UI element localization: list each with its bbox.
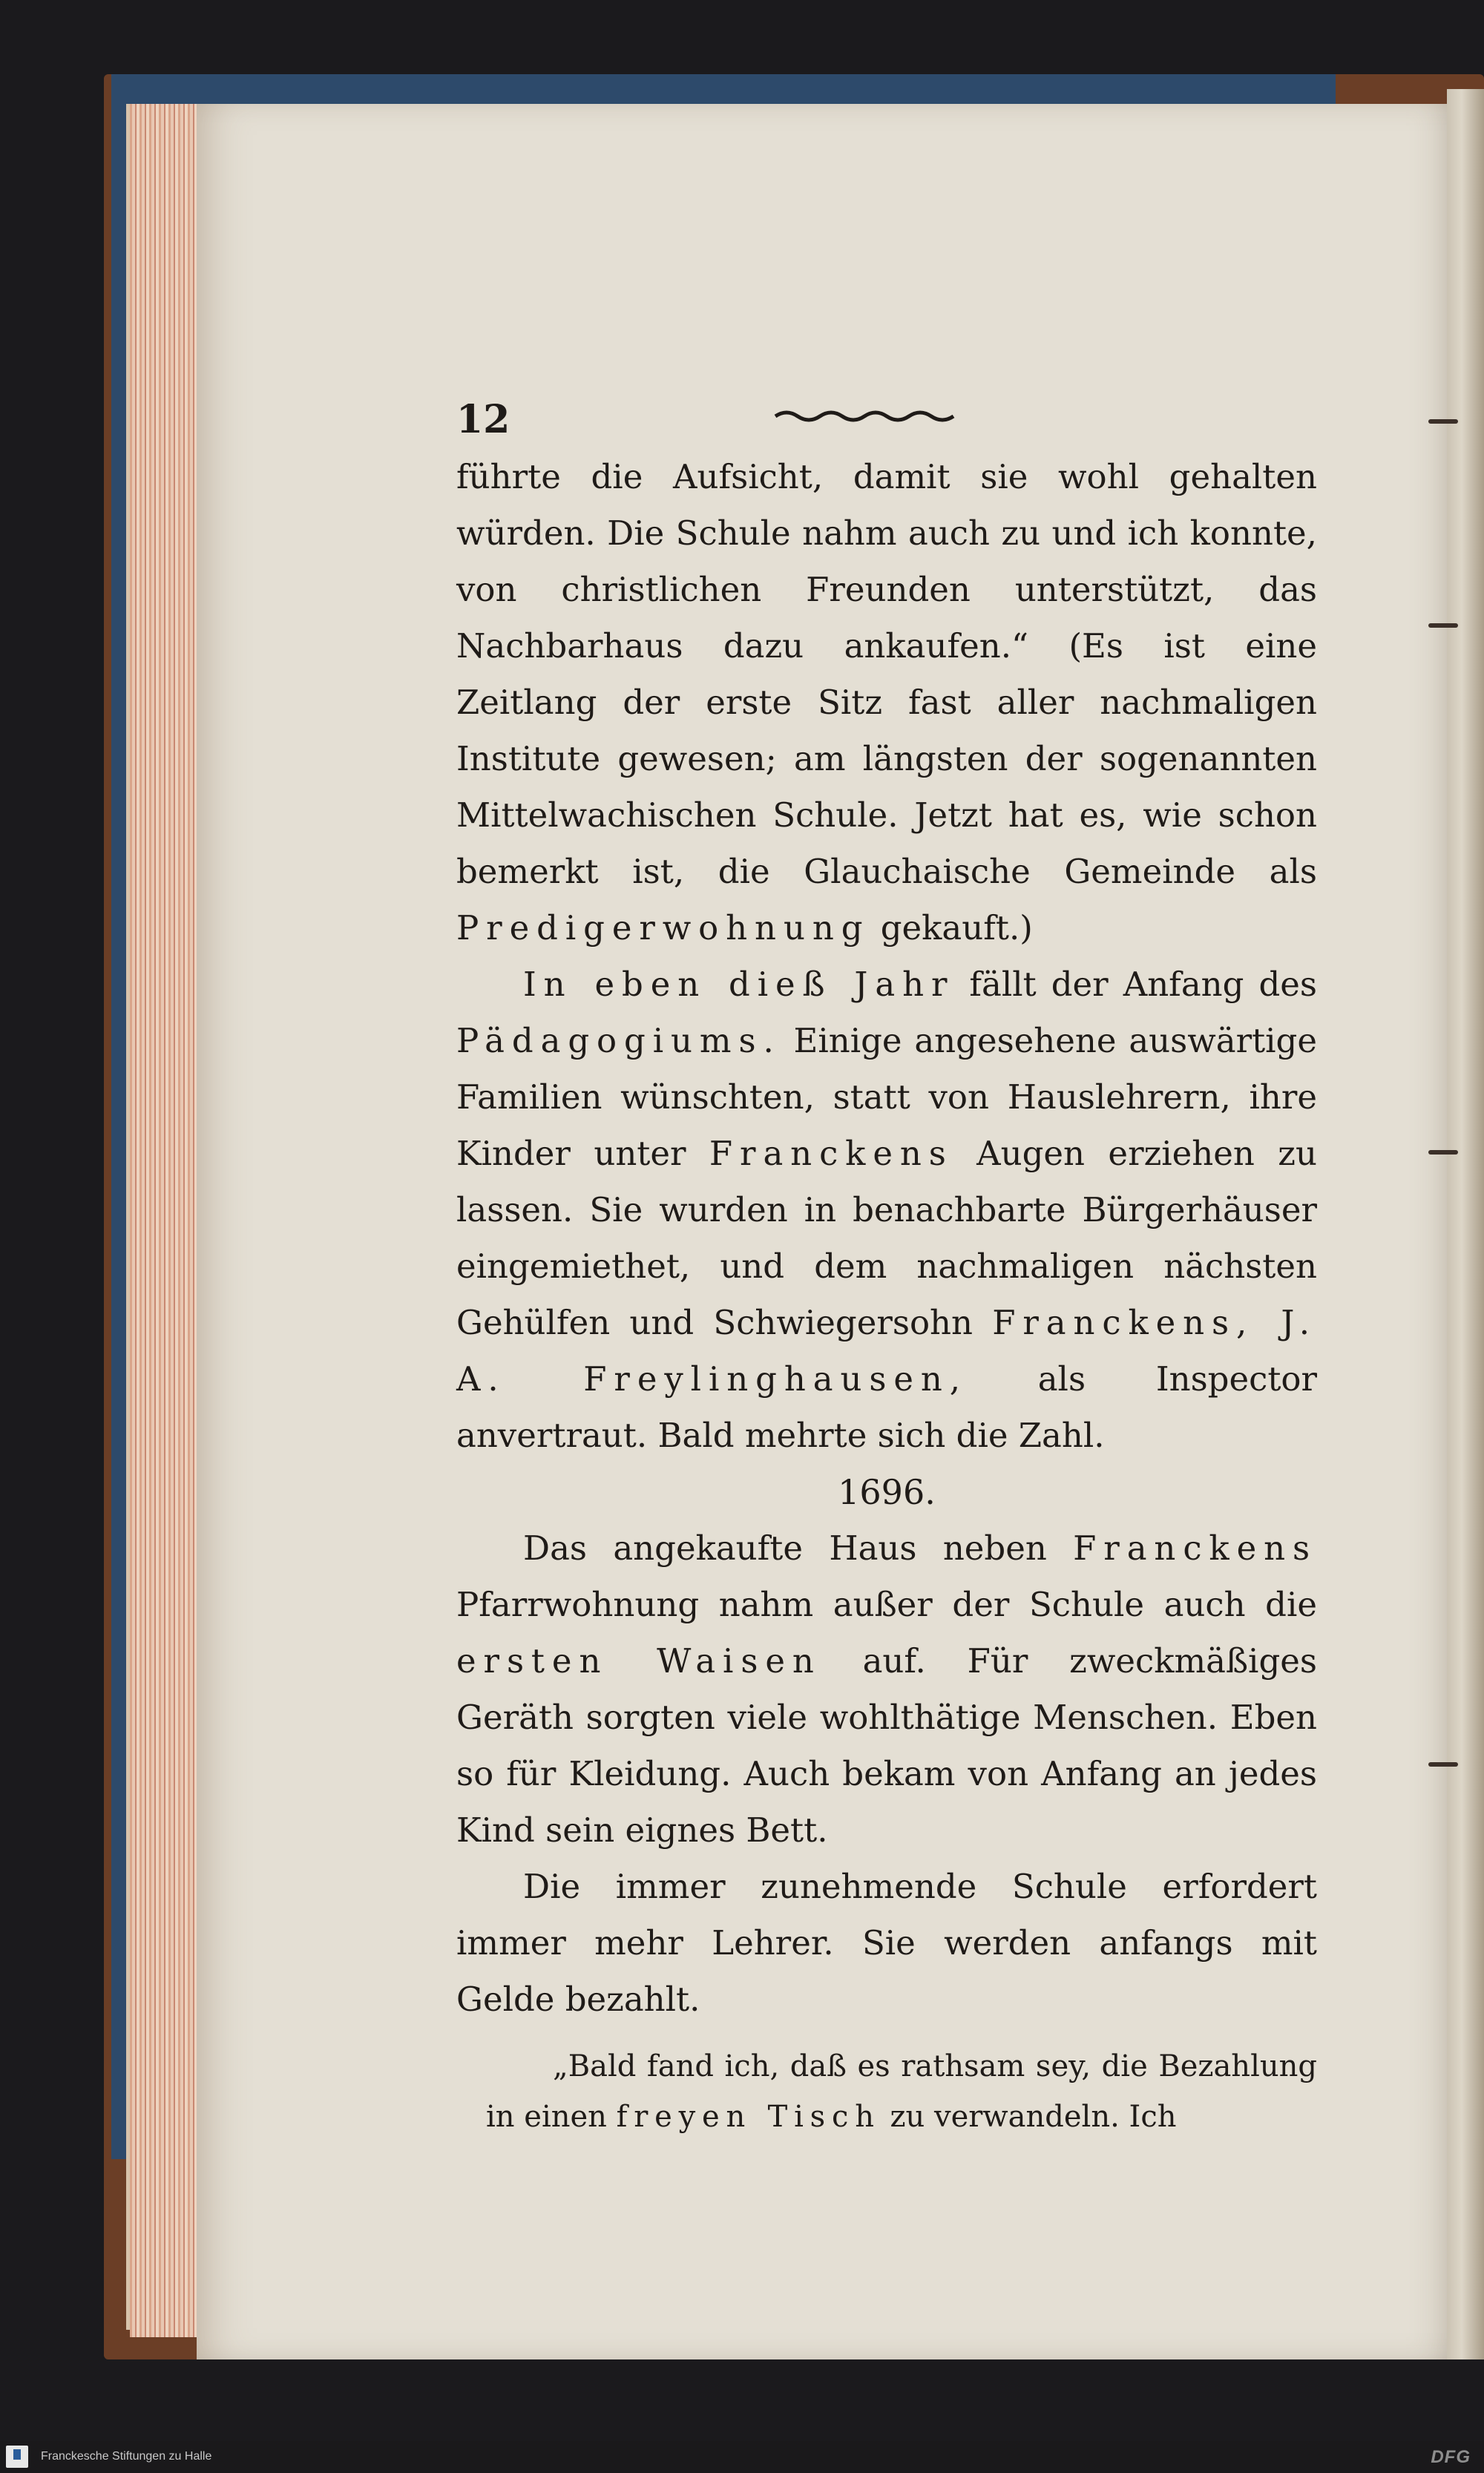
header-ornament (772, 404, 965, 427)
spaced-emphasis: Franckens (709, 1134, 953, 1173)
year-heading: 1696. (838, 1472, 936, 1512)
text-run: gekauft.) (870, 908, 1033, 948)
page-number: 12 (456, 397, 510, 442)
text-run: Augen erziehen zu lassen. Sie wurden in benachbarte Bürgerhäuser eingemiethet, und dem nachmaligen nächsten Gehülfen und Schwiegersohn (456, 1134, 1317, 1342)
page-content (456, 382, 1317, 2142)
spaced-emphasis: freyen Tisch (616, 2100, 881, 2134)
text-run: Die immer zunehmende Schule erfordert immer mehr Lehrer. Sie werden anfangs mit Gelde bezahlt. (456, 1867, 1317, 2019)
spaced-emphasis: ersten Waisen (456, 1641, 821, 1681)
text-run: fällt der Anfang des (954, 965, 1317, 1004)
institution-name: Franckesche Stiftungen zu Halle (41, 2450, 212, 2463)
paragraph (456, 956, 1317, 1464)
spaced-emphasis: Franckens, J. A. Freylinghausen, (456, 1303, 1317, 1399)
body-text (456, 449, 1317, 2028)
text-run: Einige angesehene auswärtige Familien wünschten, statt von Hauslehrern, ihre Kinder unter (456, 1021, 1317, 1173)
spaced-emphasis: Franckens (1073, 1528, 1317, 1568)
text-run: Pfarrwohnung nahm außer der Schule auch die (456, 1585, 1317, 1624)
binding-stitch (1428, 1150, 1458, 1155)
paragraph (456, 1520, 1317, 1859)
book-spine-edge (1447, 89, 1484, 2359)
page-header (456, 382, 1317, 449)
text-run: auf. Für zweckmäßiges Geräth sorgten viele wohlthätige Menschen. Eben so für Kleidung. Auch bekam von Anfang an jedes Kind sein eignes Bett. (456, 1641, 1317, 1850)
text-run: „Bald fand ich, daß es rathsam sey, die Bezahlung in einen (486, 2049, 1317, 2134)
paragraph (456, 449, 1317, 956)
text-run: Das angekaufte Haus neben (523, 1528, 1074, 1568)
funder-logo: DFG (1431, 2447, 1471, 2467)
binding-stitch (1428, 623, 1458, 628)
binding-stitch (1428, 419, 1458, 424)
viewer-footer (0, 2441, 1484, 2473)
spaced-emphasis: In eben dieß Jahr (523, 965, 955, 1004)
paragraph (456, 1859, 1317, 2028)
institution-logo-icon (6, 2446, 28, 2468)
quotation (456, 2041, 1317, 2142)
binding-stitch (1428, 1762, 1458, 1767)
text-run: als Inspector anvertraut. Bald mehrte sich die Zahl. (456, 1359, 1318, 1455)
quote-paragraph (486, 2041, 1317, 2142)
spaced-emphasis: Predigerwohnung (456, 908, 870, 948)
text-run: zu verwandeln. Ich (880, 2100, 1177, 2134)
spaced-emphasis: Pädagogiums. (456, 1021, 781, 1060)
text-run: führte die Aufsicht, damit sie wohl gehalten würden. Die Schule nahm auch zu und ich konnte, von christlichen Freunden unterstützt, das Nachbarhaus dazu ankaufen.“ (Es ist eine Zeitlang der erste Sitz fast aller nachmaligen Institute gewesen; am längsten der sogenannten Mittelwachischen Schule. Jetzt hat es, wie schon bemerkt ist, die Glauchaische Gemeinde als (456, 457, 1317, 891)
